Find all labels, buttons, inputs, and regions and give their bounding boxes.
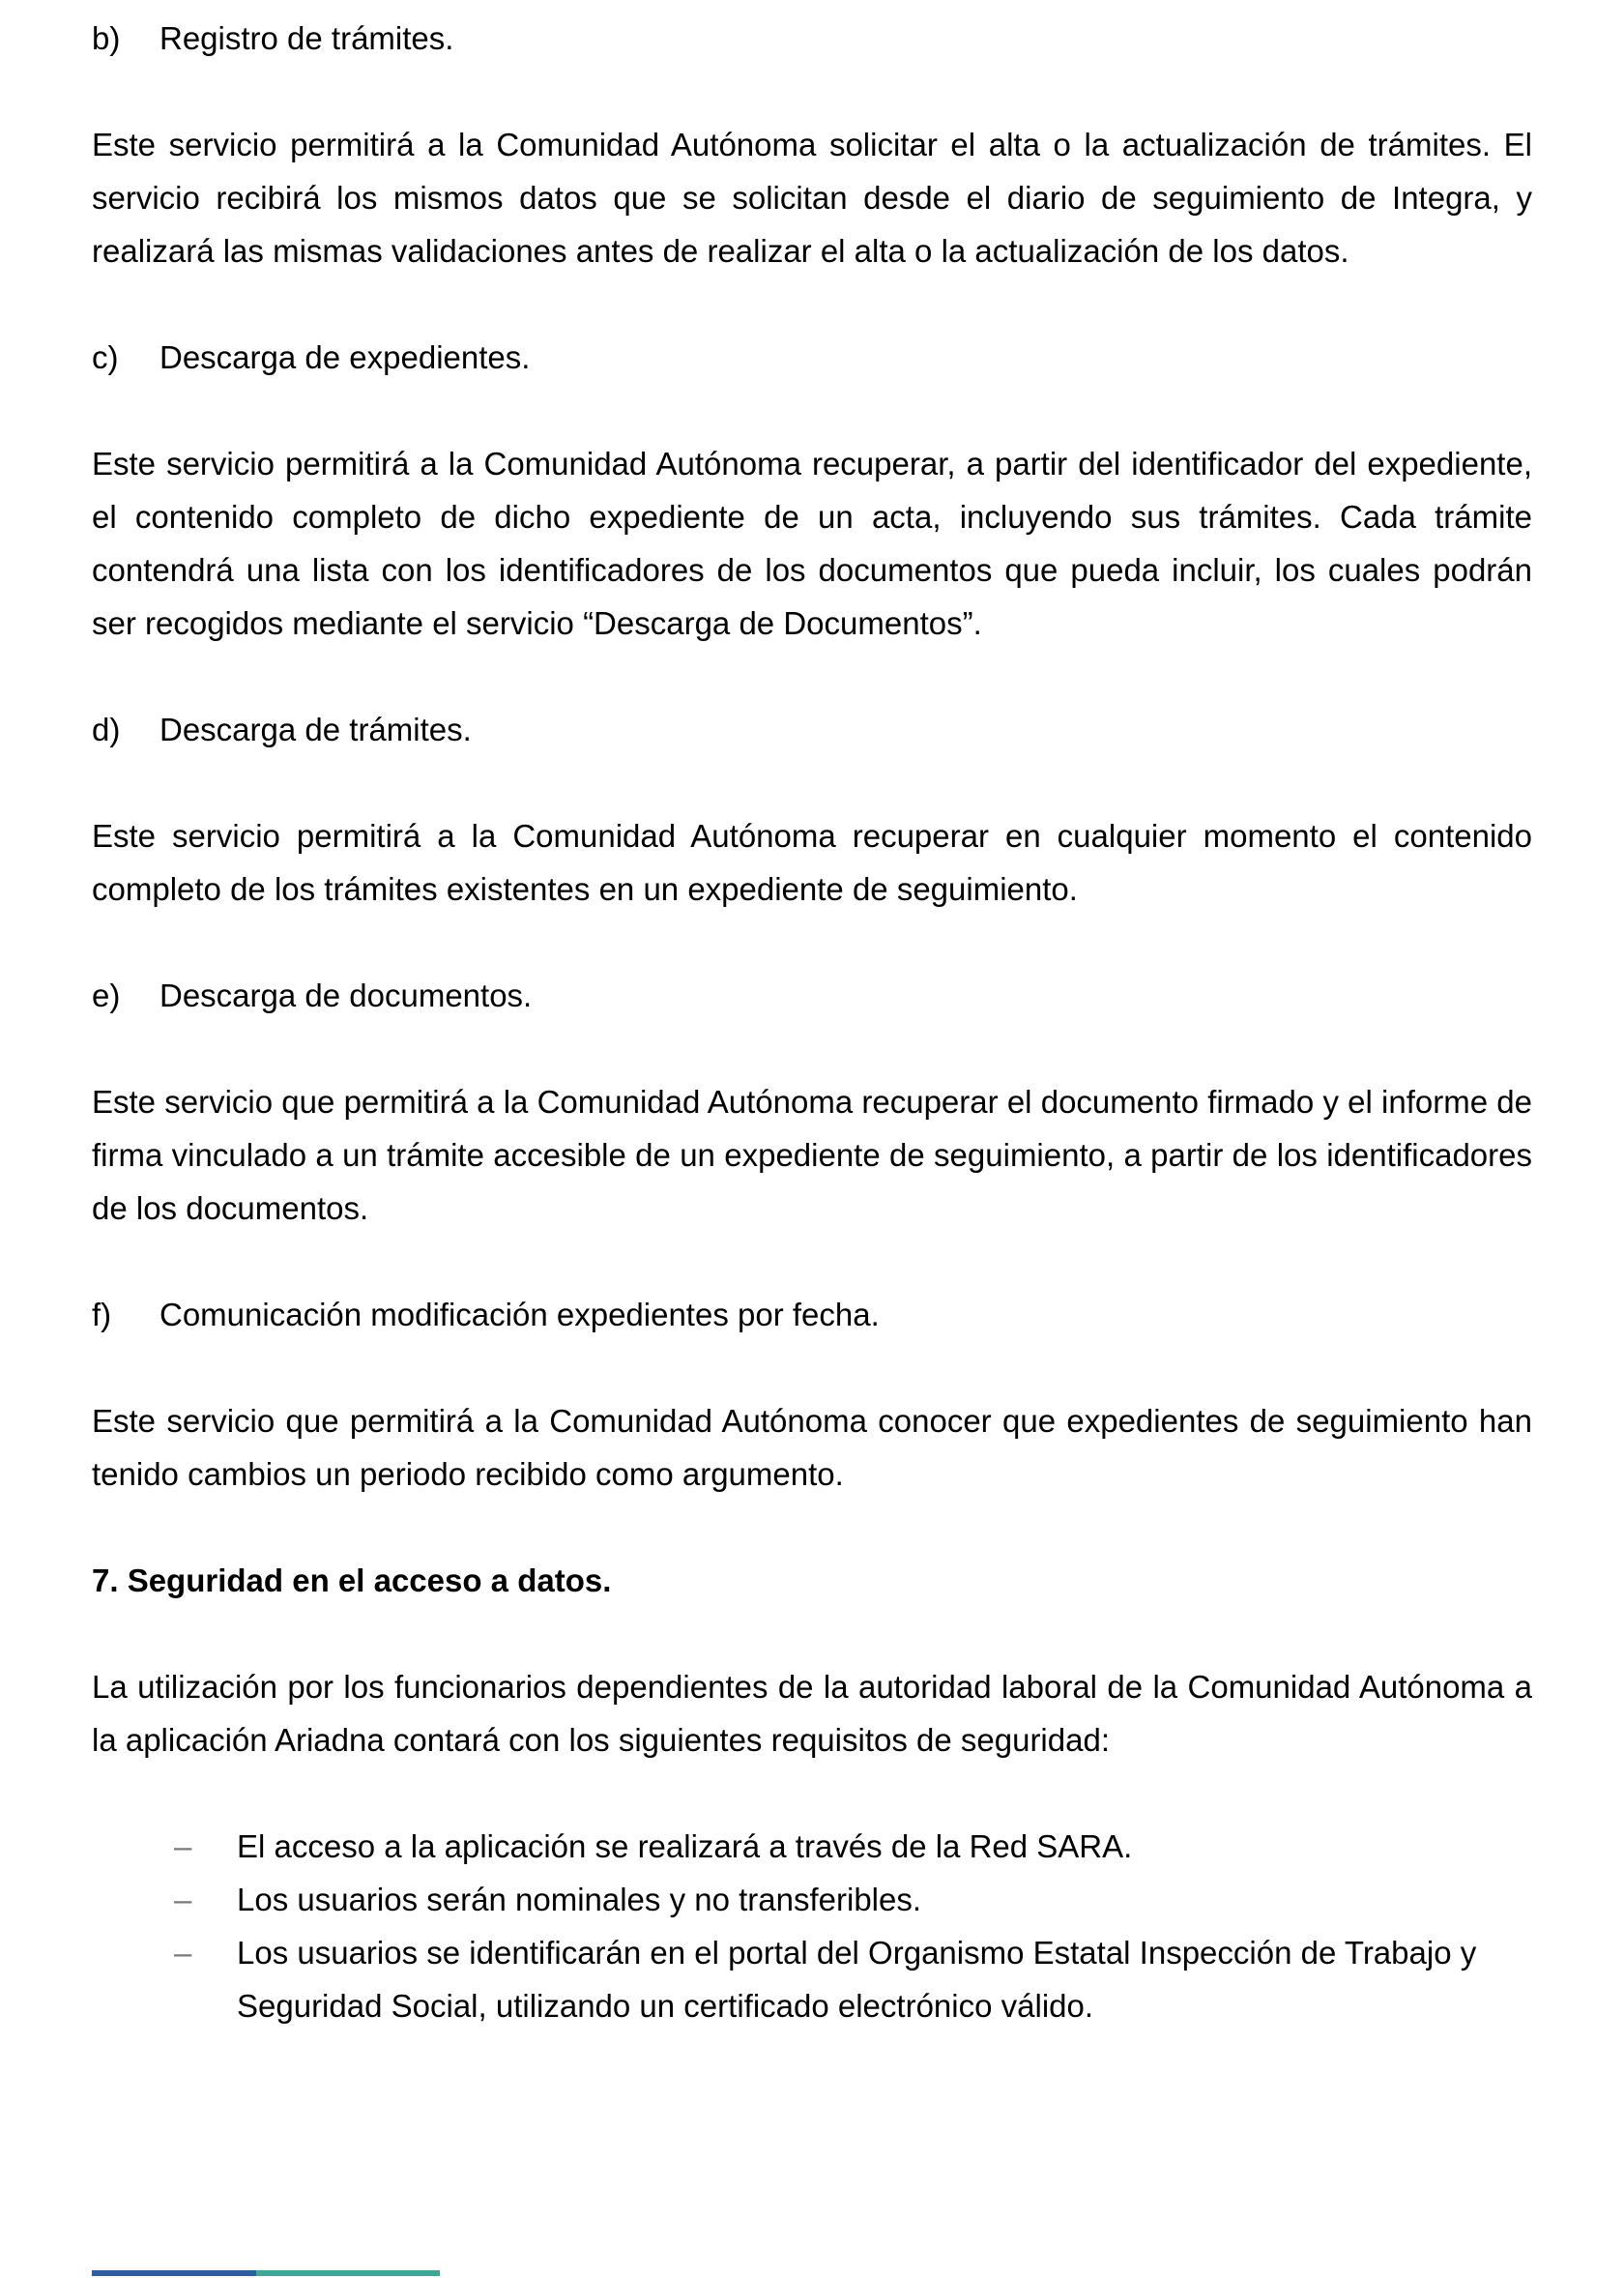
section-heading-seguridad: 7. Seguridad en el acceso a datos.: [92, 1562, 612, 1598]
item-title-f: Comunicación modificación expedientes por fecha.: [160, 1297, 880, 1332]
paragraph-descarga-documentos: Este servicio que permitirá a la Comunidad Autónoma recuperar el documento firmado y el informe de firma vinculado a un trámite accesible de un expediente de seguimiento, a partir de los identificadores de los documentos.: [92, 1084, 1532, 1226]
list-item-text: Los usuarios se identificarán en el portal del Organismo Estatal Inspección de Trabajo y Seguridad Social, utilizando un certificado electrónico válido.: [237, 1935, 1477, 2024]
list-item: [174, 1820, 1532, 1873]
item-title-c: Descarga de expedientes.: [160, 339, 531, 375]
list-item-text: El acceso a la aplicación se realizará a través de la Red SARA.: [237, 1828, 1133, 1864]
item-heading-b: [92, 12, 1532, 65]
item-title-d: Descarga de trámites.: [160, 712, 472, 747]
paragraph-registro-tramites: Este servicio permitirá a la Comunidad Autónoma solicitar el alta o la actualización de trámites. El servicio recibirá los mismos datos que se solicitan desde el diario de seguimiento de Integra, y realizará las mismas validaciones antes de realizar el alta o la actualización de los datos.: [92, 127, 1532, 269]
item-marker-c: c): [92, 339, 119, 375]
dash-bullet-icon: –: [174, 1828, 192, 1864]
paragraph-descarga-expedientes: Este servicio permitirá a la Comunidad Autónoma recuperar, a partir del identificador del expediente, el contenido completo de dicho expediente de un acta, incluyendo sus trámites. Cada trámite contendrá una lista con los identificadores de los documentos que pueda incluir, los cuales podrán ser recogidos mediante el servicio “Descarga de Documentos”.: [92, 446, 1532, 641]
item-marker-b: b): [92, 20, 121, 56]
artifact-segment-teal: [256, 2270, 440, 2276]
item-heading-d: [92, 703, 1532, 756]
list-item: [174, 1926, 1532, 2032]
item-marker-f: f): [92, 1297, 112, 1332]
item-marker-d: d): [92, 712, 121, 747]
list-item-text: Los usuarios serán nominales y no transferibles.: [237, 1882, 922, 1917]
item-title-e: Descarga de documentos.: [160, 978, 533, 1013]
paragraph-comunicacion-modificacion: Este servicio que permitirá a la Comunidad Autónoma conocer que expedientes de seguimiento han tenido cambios un periodo recibido como argumento.: [92, 1403, 1532, 1492]
item-heading-e: [92, 969, 1532, 1022]
artifact-segment-blue: [92, 2270, 256, 2276]
list-item: [174, 1873, 1532, 1926]
dash-bullet-icon: –: [174, 1935, 192, 1971]
item-heading-f: [92, 1288, 1532, 1341]
paragraph-seguridad-intro: La utilización por los funcionarios dependientes de la autoridad laboral de la Comunidad Autónoma a la aplicación Ariadna contará con los siguientes requisitos de seguridad:: [92, 1669, 1532, 1758]
item-marker-e: e): [92, 978, 121, 1013]
item-title-b: Registro de trámites.: [160, 20, 454, 56]
dash-bullet-icon: –: [174, 1882, 192, 1917]
security-requirements-list: [92, 1820, 1532, 2032]
paragraph-descarga-tramites: Este servicio permitirá a la Comunidad Autónoma recuperar en cualquier momento el contenido completo de los trámites existentes en un expediente de seguimiento.: [92, 818, 1532, 907]
page-bottom-artifact: [92, 2270, 440, 2276]
item-heading-c: [92, 331, 1532, 384]
